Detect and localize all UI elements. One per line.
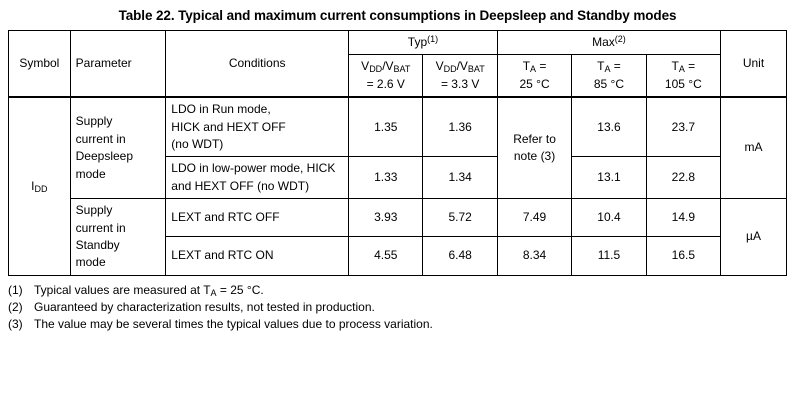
- header-conditions: [166, 31, 349, 98]
- param-deepsleep-line2: current in: [75, 131, 126, 146]
- header-typ-26v-line1: [349, 55, 423, 76]
- header-typ-group: [349, 31, 498, 55]
- conditions-r3: LEXT and RTC OFF: [166, 199, 349, 237]
- conditions-r1-line1: LDO in Run mode,: [171, 102, 271, 117]
- param-standby-line1: Supply: [75, 203, 113, 218]
- max-105c-r2: 22.8: [646, 157, 720, 199]
- param-standby-line2: current in: [75, 220, 126, 235]
- max-25c-note-line2: note (3): [513, 149, 556, 164]
- current-consumption-table: [8, 30, 787, 276]
- conditions-r2: [166, 157, 349, 199]
- header-typ-26v-line2: = 2.6 V: [349, 76, 423, 97]
- max-85c-r2: 13.1: [572, 157, 646, 199]
- header-parameter: [70, 31, 166, 98]
- max-25c-note-line1: Refer to: [513, 131, 556, 146]
- typ-26v-r3: 3.93: [349, 199, 423, 237]
- header-max-105c-line2: 105 °C: [646, 76, 720, 97]
- footnote-1: [8, 282, 787, 299]
- conditions-r4: LEXT and RTC ON: [166, 237, 349, 275]
- max-105c-r3: 14.9: [646, 199, 720, 237]
- footnote-3: [8, 316, 787, 333]
- typ-33v-r1: 1.36: [423, 97, 497, 157]
- footnote-1-text-post: = 25 °C.: [216, 282, 264, 297]
- ta-text-3: T: [671, 59, 679, 74]
- max-85c-r1: 13.6: [572, 97, 646, 157]
- conditions-r1-line2: HICK and HEXT OFF: [171, 119, 286, 134]
- table-footnotes: [8, 282, 787, 333]
- footnote-3-text: The value may be several times the typical values due to process variation.: [34, 316, 433, 331]
- vbat-slash-2: /V: [456, 59, 468, 74]
- conditions-r2-line1: LDO in low-power mode, HICK: [171, 161, 336, 176]
- header-symbol: [9, 31, 71, 98]
- ta-eq-3: =: [684, 59, 696, 74]
- header-symbol-label: Symbol: [19, 55, 60, 70]
- vdd-sub: DD: [369, 64, 383, 75]
- parameter-deepsleep: [70, 97, 166, 198]
- footnote-1-number: (1): [8, 282, 23, 297]
- typ-26v-r1: 1.35: [349, 97, 423, 157]
- max-25c-r4: 8.34: [497, 237, 571, 275]
- ta-sub-1: A: [530, 64, 537, 75]
- header-unit-label: Unit: [742, 55, 765, 70]
- typ-33v-r3: 5.72: [423, 199, 497, 237]
- header-max-85c-line1: [572, 55, 646, 76]
- vdd-sub-2: DD: [443, 64, 457, 75]
- header-typ-33v-line2: = 3.3 V: [423, 76, 497, 97]
- header-max-footnote: (2): [614, 34, 626, 44]
- table-header-row-groups: [9, 31, 787, 55]
- param-deepsleep-line1: Supply: [75, 114, 113, 129]
- footnote-2-number: (2): [8, 299, 23, 314]
- parameter-standby: [70, 199, 166, 276]
- typ-26v-r4: 4.55: [349, 237, 423, 275]
- conditions-r1: [166, 97, 349, 157]
- footnote-2-text: Guaranteed by characterization results, not tested in production.: [34, 299, 375, 314]
- param-standby-line4: mode: [75, 255, 106, 270]
- conditions-r1-line3: (no WDT): [171, 136, 224, 151]
- unit-deepsleep: mA: [721, 97, 787, 198]
- typ-33v-r2: 1.34: [423, 157, 497, 199]
- header-max-25c-line1: [497, 55, 571, 76]
- max-85c-r4: 11.5: [572, 237, 646, 275]
- vbat-sub-2: BAT: [467, 64, 485, 75]
- header-max-group: [497, 31, 720, 55]
- max-105c-r1: 23.7: [646, 97, 720, 157]
- table-row: [9, 97, 787, 157]
- footnote-1-text-pre: Typical values are measured at T: [34, 282, 211, 297]
- typ-33v-r4: 6.48: [423, 237, 497, 275]
- max-25c-r3: 7.49: [497, 199, 571, 237]
- vdd-text-2: V: [435, 59, 444, 74]
- footnote-1-text: [34, 282, 787, 299]
- max-85c-r3: 10.4: [572, 199, 646, 237]
- header-max-label: Max: [592, 35, 615, 49]
- footnote-2: [8, 299, 787, 316]
- header-typ-label: Typ: [407, 35, 428, 49]
- vdd-text: V: [361, 59, 370, 74]
- ta-text-1: T: [522, 59, 531, 74]
- conditions-r2-line2: and HEXT OFF (no WDT): [171, 178, 310, 193]
- table-row: [9, 199, 787, 237]
- unit-standby: µA: [721, 199, 787, 276]
- symbol-idd: [9, 97, 71, 275]
- max-25c-deepsleep-note: [497, 97, 571, 198]
- header-unit: [721, 31, 787, 98]
- header-typ-33v-line1: [423, 55, 497, 76]
- param-standby-line3: Standby: [75, 237, 120, 252]
- typ-26v-r2: 1.33: [349, 157, 423, 199]
- header-max-105c-line1: [646, 55, 720, 76]
- header-parameter-label: Parameter: [75, 55, 132, 70]
- ta-eq-2: =: [610, 59, 621, 74]
- header-max-25c-line2: 25 °C: [497, 76, 571, 97]
- header-typ-footnote: (1): [427, 34, 439, 44]
- ta-sub-3: A: [678, 64, 685, 75]
- table-caption: Table 22. Typical and maximum current consumptions in Deepsleep and Standby modes: [118, 8, 677, 23]
- vbat-sub: BAT: [393, 64, 411, 75]
- symbol-idd-sub: DD: [34, 183, 48, 194]
- max-105c-r4: 16.5: [646, 237, 720, 275]
- header-conditions-label: Conditions: [228, 55, 286, 70]
- header-max-85c-line2: 85 °C: [572, 76, 646, 97]
- vbat-slash: /V: [382, 59, 394, 74]
- param-deepsleep-line4: mode: [75, 166, 106, 181]
- ta-sub-2: A: [604, 64, 611, 75]
- ta-text-2: T: [597, 59, 605, 74]
- footnote-1-text-sub: A: [210, 287, 217, 298]
- footnote-3-number: (3): [8, 316, 23, 331]
- param-deepsleep-line3: Deepsleep: [75, 149, 134, 164]
- symbol-idd-label: I: [31, 178, 35, 193]
- ta-eq-1: =: [536, 59, 547, 74]
